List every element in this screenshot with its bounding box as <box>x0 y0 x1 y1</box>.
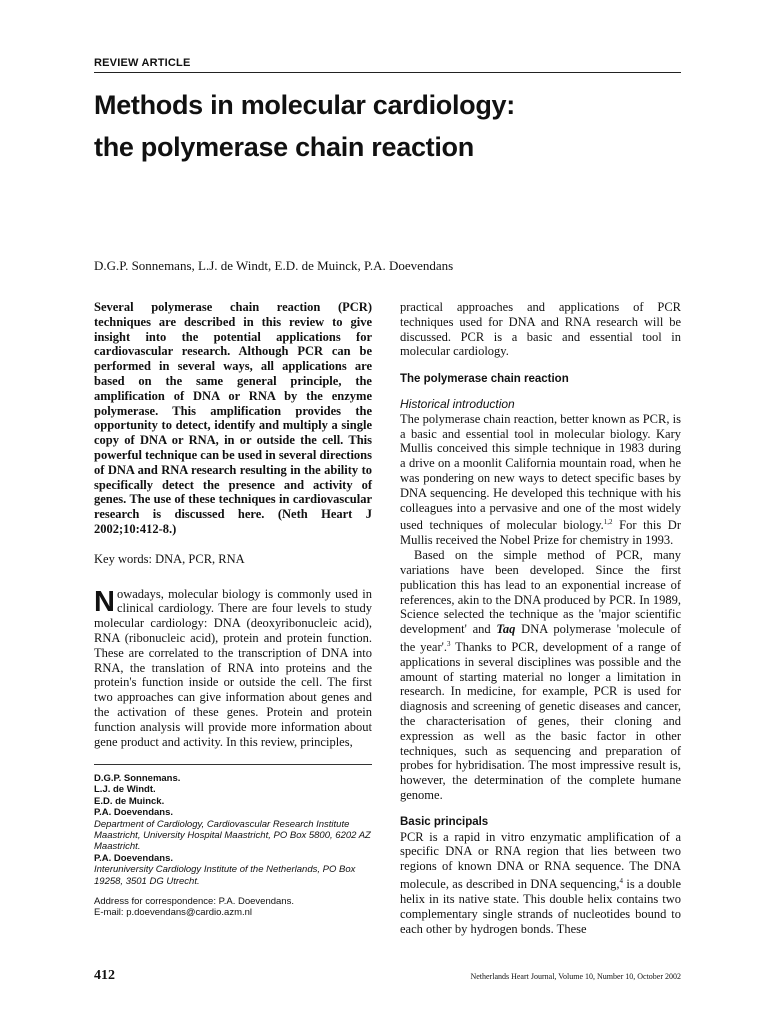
section-heading-pcr: The polymerase chain reaction <box>400 373 569 386</box>
footnote-author: P.A. Doevendans. <box>94 807 174 819</box>
keywords: Key words: DNA, PCR, RNA <box>94 551 245 566</box>
footnote-author: P.A. Doevendans. <box>94 852 174 864</box>
section-heading-basic: Basic principals <box>400 815 489 828</box>
left-column <box>94 300 372 749</box>
taq-term: Taq <box>496 622 516 637</box>
history-paragraph-2 <box>400 548 681 803</box>
history-p2-text-a: Based on the simple method of PCR, many variations have been developed. Since the first publication this has lead to an exponential increase of references, akin to the DNA produced by PCR. In 1989, Science selected the technique as the 'major scientific development' and <box>400 548 681 637</box>
footnote-affiliation: Department of Cardiology, Cardiovascular Research Institute Maastricht, University Hospital Maastricht, PO Box 5800, 6202 AZ Maastricht. <box>94 818 371 853</box>
footnote-author: D.G.P. Sonnemans. <box>94 773 181 784</box>
footnote-author: E.D. de Muinck. <box>94 795 165 807</box>
right-column <box>400 300 681 936</box>
drop-cap: N <box>94 585 115 618</box>
history-p2-text-b: DNA polymerase 'molecule of the year'. <box>400 622 681 655</box>
basic-p1-text-a: PCR is a rapid in vitro enzymatic amplification of a specific DNA or RNA region that lies between two regions of known DNA or RNA sequence. The DNA molecule, as described in DNA sequencing, <box>400 829 681 892</box>
footnote-author: L.J. de Windt. <box>94 784 156 796</box>
title-line-1: Methods in molecular cardiology: <box>94 90 515 120</box>
history-p1-end: For this Dr Mullis received the Nobel Prize for chemistry in 1993. <box>400 518 681 548</box>
journal-footer: Netherlands Heart Journal, Volume 10, Number 10, October 2002 <box>470 972 681 981</box>
footnote-affiliation: Interuniversity Cardiology Institute of the Netherlands, PO Box 19258, 3501 DG Utrecht. <box>94 864 356 887</box>
author-footnotes <box>94 773 384 919</box>
introduction <box>94 587 372 750</box>
intro-continued: practical approaches and applications of PCR techniques used for DNA and RNA research will be discussed. PCR is a basic and essential tool in molecular cardiology. <box>400 300 681 359</box>
history-p1-text: The polymerase chain reaction, better known as PCR, is a basic and essential tool in molecular biology. Kary Mullis conceived this simple technique in 1983 during a drive on a moonlit California mountain road, when he was pondering on new ways to detect specific bases by DNA sequencing. He developed this technique with his colleagues into a pervasive and one of the most widely used techniques of molecular biology. <box>400 411 681 533</box>
footnote-rule <box>94 764 372 765</box>
history-paragraph-1 <box>400 412 681 548</box>
page-number: 412 <box>94 968 115 983</box>
header-rule <box>94 72 681 73</box>
author-list: D.G.P. Sonnemans, L.J. de Windt, E.D. de Muinck, P.A. Doevendans <box>94 258 454 273</box>
title-line-2: the polymerase chain reaction <box>94 132 474 162</box>
citation: 1,2 <box>603 518 613 527</box>
correspondence-email: E-mail: p.doevendans@cardio.azm.nl <box>94 907 253 919</box>
basic-p1-text-b: is a double helix in its native state. This double helix contains two complementary single strands of nucleotides bound to each other by hydrogen bonds. These <box>400 877 681 936</box>
abstract: Several polymerase chain reaction (PCR) techniques are described in this review to give insight into the potential applications for cardiovascular research. Although PCR can be performed in several ways, all applications are based on the same general principle, the amplification of DNA or RNA by the enzyme polymerase. This amplification provides the opportunity to detect, identify and multiply a single copy of DNA or RNA, in or outside the cell. This powerful technique can be used in several directions of DNA and RNA research resulting in the ability to specifically detect the presence and activity of genes. The use of these techniques in cardiovascular research is discussed here. (Neth Heart J 2002;10:412-8.) <box>94 300 372 536</box>
correspondence-address: Address for correspondence: P.A. Doevendans. <box>94 896 294 908</box>
basic-paragraph-1 <box>400 830 681 937</box>
article-title <box>94 84 694 168</box>
subheading-history: Historical introduction <box>400 396 515 411</box>
section-label: REVIEW ARTICLE <box>94 57 191 69</box>
citation: 3 <box>447 639 451 648</box>
history-p2-text-c: Thanks to PCR, development of a range of applications in several disciplines was possible and the amount of starting material no longer a limitation in research. In medicine, for example, PCR is used for diagnosis and screening of genetic diseases and cancer, the characterisation of genes, their cloning and expression as well as the basic factor in other techniques, such as sequencing and preparation of probes for hybridisation. The most impressive result is, however, the determination of the complete humane genome. <box>400 640 681 803</box>
intro-text: owadays, molecular biology is commonly used in clinical cardiology. There are four levels to study molecular cardiology: DNA (deoxyribonucleic acid), RNA (ribonucleic acid), protein and protein function. These are correlated to the transcription of DNA into RNA, the translation of RNA into proteins and the protein's function inside or outside the cell. The first two approaches can give information about genes and the activation of these genes. Protein and protein function analysis will provide more information about gene product and activity. In this review, principles, <box>94 586 372 749</box>
citation: 4 <box>619 877 624 885</box>
